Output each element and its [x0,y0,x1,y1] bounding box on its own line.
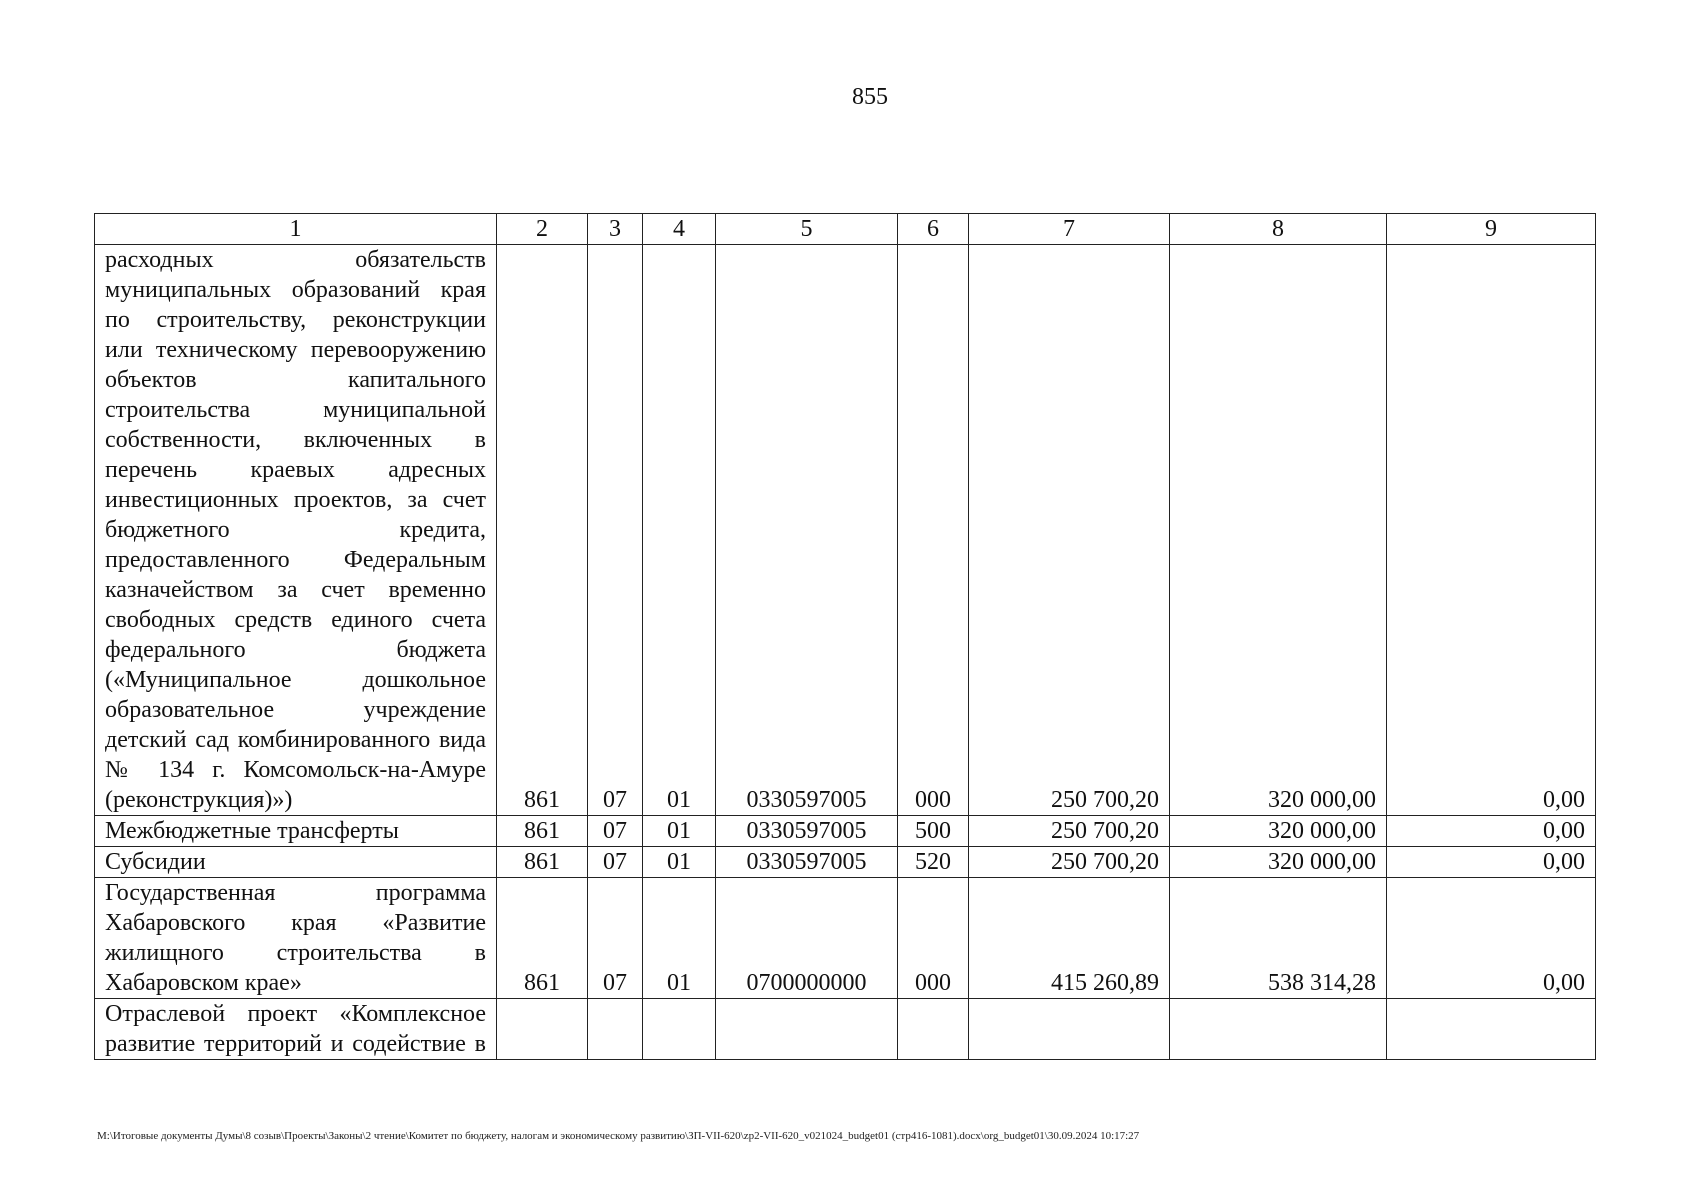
cell-code-4: 01 [643,816,716,847]
table-row [95,245,1596,816]
cell-code-5: 0700000000 [716,878,898,999]
column-number: 9 [1387,214,1596,245]
column-number: 8 [1170,214,1387,245]
cell-amount-7: 250 700,20 [969,816,1170,847]
cell-amount-8: 320 000,00 [1170,847,1387,878]
column-number: 4 [643,214,716,245]
row-name: Межбюджетные трансферты [95,816,497,847]
cell-amount-7: 250 700,20 [969,245,1170,816]
row-name: расходных обязательств муниципальных образований края по строительству, реконструкции или техническому перевооружению объектов капитального строительства муниципальной собственности, включенных в перечень краевых адресных инвестиционных проектов, за счет бюджетного кредита, предоставленного Федеральным казначейством за счет временно свободных средств единого счета федерального бюджета («Муниципальное дошкольное образовательное учреждение детский сад комбинированного вида № 134 г. Комсомольск-на-Амуре (реконструкция)») [95,245,497,816]
cell-amount-7: 415 260,89 [969,878,1170,999]
cell-code-3: 07 [588,878,643,999]
cell-amount-7: 250 700,20 [969,847,1170,878]
cell-code-3 [588,999,643,1060]
cell-code-4: 01 [643,847,716,878]
column-number: 5 [716,214,898,245]
row-name: Государственная программа Хабаровского края «Развитие жилищного строительства в Хабаровском крае» [95,878,497,999]
table-row [95,878,1596,999]
cell-code-2: 861 [497,816,588,847]
footer-file-path: M:\Итоговые документы Думы\8 созыв\Проекты\Законы\2 чтение\Комитет по бюджету, налогам и экономическому развитию\ЗП-VII-620\zp2-VII-620_v021024_budget01 (стр416-1081).docx\org_budget01\30.09.2024 10:17:27 [97,1130,1140,1142]
row-name: Отраслевой проект «Комплексное развитие территорий и содействие в [95,999,497,1060]
cell-code-3: 07 [588,245,643,816]
page-number: 855 [852,84,888,110]
cell-amount-8: 538 314,28 [1170,878,1387,999]
cell-code-6: 000 [898,878,969,999]
column-number: 3 [588,214,643,245]
cell-code-5: 0330597005 [716,245,898,816]
cell-code-4: 01 [643,245,716,816]
cell-code-3: 07 [588,847,643,878]
cell-code-2: 861 [497,847,588,878]
cell-code-5: 0330597005 [716,847,898,878]
cell-code-4: 01 [643,878,716,999]
cell-code-4 [643,999,716,1060]
cell-amount-8: 320 000,00 [1170,816,1387,847]
cell-amount-8: 320 000,00 [1170,245,1387,816]
table-row [95,816,1596,847]
table-row [95,847,1596,878]
column-number: 7 [969,214,1170,245]
cell-code-6 [898,999,969,1060]
cell-code-6: 520 [898,847,969,878]
cell-amount-7 [969,999,1170,1060]
cell-code-6: 000 [898,245,969,816]
column-number-row [95,214,1596,245]
cell-amount-8 [1170,999,1387,1060]
budget-table [94,213,1596,1060]
cell-amount-9: 0,00 [1387,816,1596,847]
column-number: 1 [95,214,497,245]
row-name: Субсидии [95,847,497,878]
cell-code-2: 861 [497,878,588,999]
column-number: 2 [497,214,588,245]
cell-amount-9 [1387,999,1596,1060]
cell-code-2: 861 [497,245,588,816]
cell-code-5 [716,999,898,1060]
cell-code-6: 500 [898,816,969,847]
cell-code-5: 0330597005 [716,816,898,847]
cell-code-3: 07 [588,816,643,847]
cell-amount-9: 0,00 [1387,245,1596,816]
column-number: 6 [898,214,969,245]
cell-code-2 [497,999,588,1060]
cell-amount-9: 0,00 [1387,847,1596,878]
table-row [95,999,1596,1060]
cell-amount-9: 0,00 [1387,878,1596,999]
